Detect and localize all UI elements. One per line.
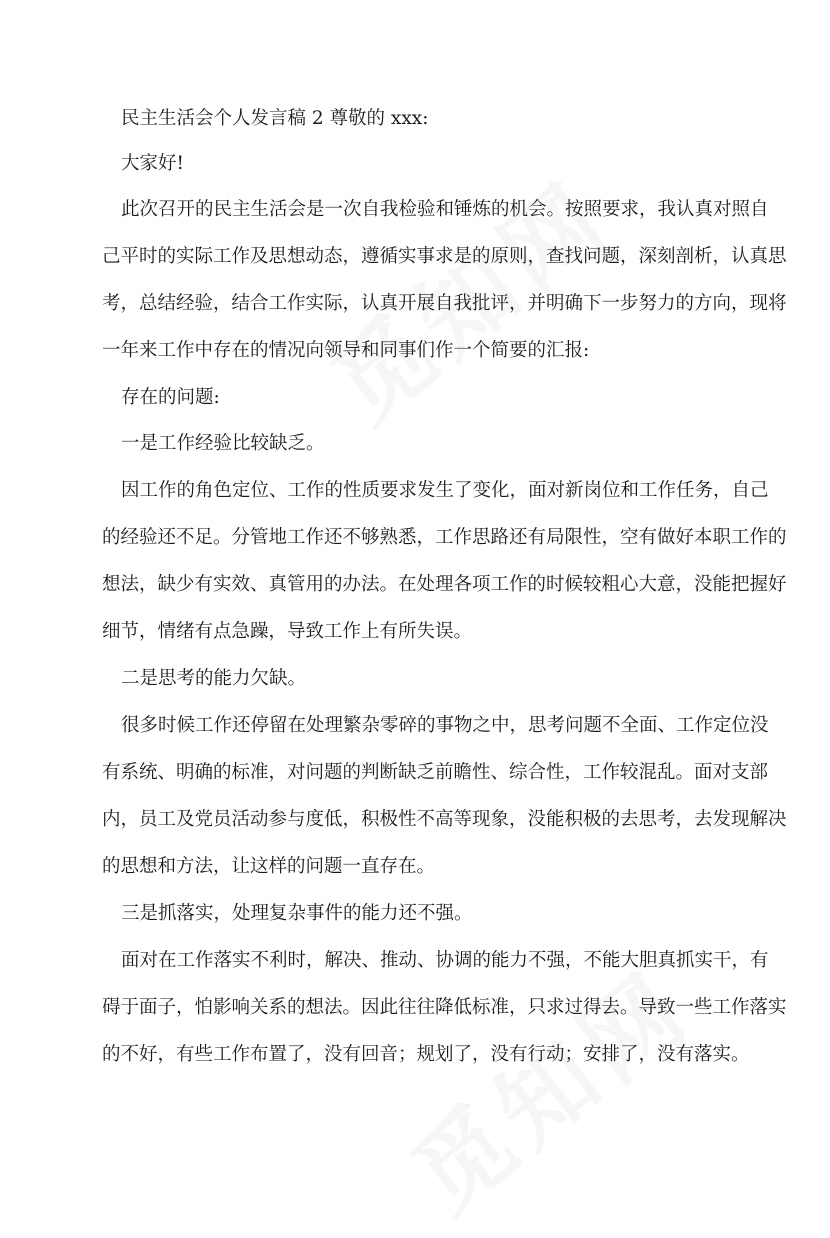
watermark [380, 934, 715, 1238]
paragraph-line: 此次召开的民主生活会是一次自我检验和锤炼的机会。按照要求，我认真对照自 [121, 199, 769, 220]
paragraph-line: 细节，情绪有点急躁，导致工作上有所失误。 [102, 621, 473, 642]
paragraph-line: 的不好，有些工作布置了，没有回音；规划了，没有行动；安排了，没有落实。 [102, 1044, 750, 1065]
problem-heading: 二是思考的能力欠缺。 [121, 668, 307, 689]
paragraph-line: 因工作的角色定位、工作的性质要求发生了变化，面对新岗位和工作任务，自己 [121, 480, 769, 501]
problem-heading: 一是工作经验比较缺乏。 [121, 433, 325, 454]
document-title-line: 民主生活会个人发言稿 2 尊敬的 xxx: [121, 108, 429, 129]
problem-heading: 三是抓落实，处理复杂事件的能力还不强。 [121, 903, 473, 924]
paragraph-line: 的思想和方法，让这样的问题一直存在。 [102, 856, 436, 877]
paragraph-line: 己平时的实际工作及思想动态，遵循实事求是的原则，查找问题，深刻剖析，认真思 [102, 246, 787, 267]
paragraph-line: 碍于面子，怕影响关系的想法。因此往往降低标准，只求过得去。导致一些工作落实 [102, 997, 787, 1018]
paragraph-line: 的经验还不足。分管地工作还不够熟悉，工作思路还有局限性，空有做好本职工作的 [102, 527, 787, 548]
paragraph-line: 一年来工作中存在的情况向领导和同事们作一个简要的汇报: [102, 340, 590, 361]
section-heading: 存在的问题: [121, 387, 220, 408]
paragraph-line: 面对在工作落实不利时，解决、推动、协调的能力不强，不能大胆真抓实干，有 [121, 950, 769, 971]
paragraph-line: 想法，缺少有实效、真管用的办法。在处理各项工作的时候较粗心大意，没能把握好 [102, 574, 787, 595]
paragraph-line: 有系统、明确的标准，对问题的判断缺乏前瞻性、综合性，工作较混乱。面对支部 [102, 762, 769, 783]
paragraph-line: 内，员工及党员活动参与度低，积极性不高等现象，没能积极的去思考，去发现解决 [102, 809, 787, 830]
paragraph-line: 考，总结经验，结合工作实际，认真开展自我批评，并明确下一步努力的方向，现将 [102, 293, 787, 314]
paragraph-line: 很多时候工作还停留在处理繁杂零碎的事物之中，思考问题不全面、工作定位没 [121, 715, 769, 736]
greeting: 大家好! [121, 153, 184, 174]
